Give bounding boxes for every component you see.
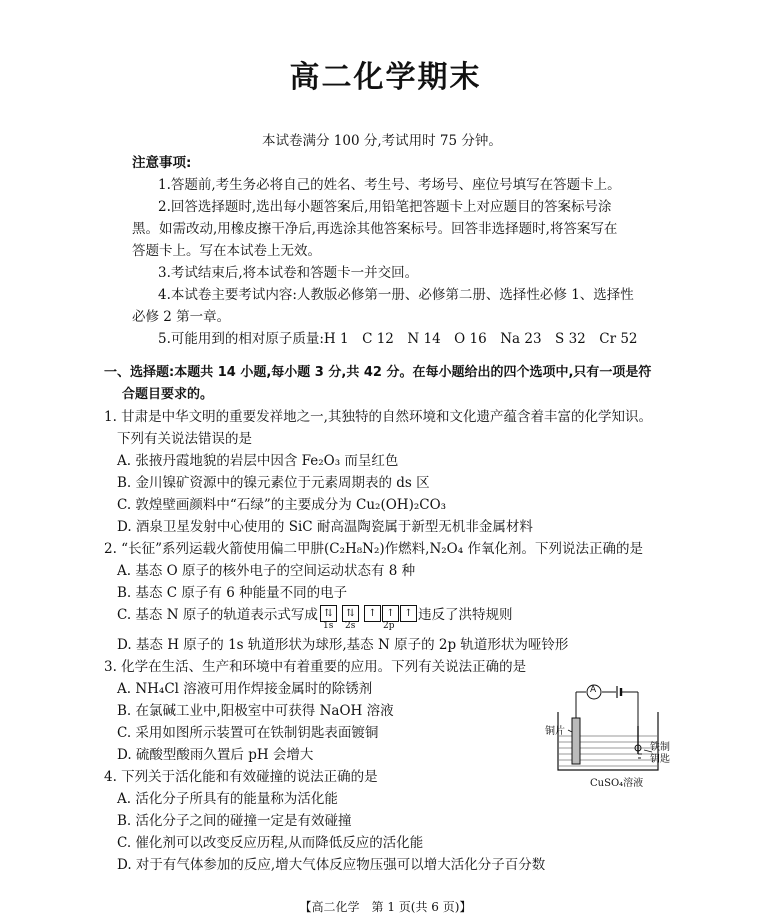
note-line: 5.可能用到的相对原子质量:H 1 C 12 N 14 O 16 Na 23 S 32 Cr 52 — [158, 331, 638, 347]
question-stem: 3. 化学在生活、生产和环境中有着重要的应用。下列有关说法正确的是 — [104, 659, 527, 675]
option-c-text: C. 基态 N 原子的轨道表示式写成 — [117, 607, 318, 623]
note-line: 3.考试结束后,将本试卷和答题卡一并交回。 — [158, 265, 419, 281]
page-footer: 【高二化学 第 1 页(共 6 页)】 — [299, 900, 472, 914]
solution-label: CuSO₄溶液 — [590, 778, 644, 789]
key-label: 铁制钥匙 — [650, 742, 670, 765]
question-stem: 1. 甘肃是中华文明的重要发祥地之一,其独特的自然环境和文化遗产蕴含着丰富的化学知识。 — [104, 409, 652, 425]
note-line: 4.本试卷主要考试内容:人教版必修第一册、必修第二册、选择性必修 1、选择性 — [158, 287, 634, 303]
page-title: 高二化学期末 — [289, 60, 482, 95]
note-line: 2.回答选择题时,选出每小题答案后,用铅笔把答题卡上对应题目的答案标号涂 — [158, 199, 612, 215]
question-stem: 2. “长征”系列运载火箭使用偏二甲肼(C₂H₈N₂)作燃料,N₂O₄ 作氧化剂。下列说法正确的是 — [104, 541, 643, 557]
option-b: B. 活化分子之间的碰撞一定是有效碰撞 — [117, 813, 352, 829]
section-heading: 一、选择题:本题共 14 小题,每小题 3 分,共 42 分。在每小题给出的四个选项中,只有一项是符 — [104, 365, 652, 380]
question-stem: 4. 下列关于活化能和有效碰撞的说法正确的是 — [104, 769, 378, 785]
copper-label: 铜片 — [545, 726, 565, 737]
option-c: C. 催化剂可以改变反应历程,从而降低反应的活化能 — [117, 835, 424, 851]
orbital-diagram — [364, 603, 418, 622]
option-c: C. 敦煌壁画颜料中“石绿”的主要成分为 Cu₂(OH)₂CO₃ — [117, 497, 447, 513]
option-c-text: 违反了洪特规则 — [418, 607, 513, 623]
option-a: A. 张掖丹霞地貌的岩层中因含 Fe₂O₃ 而呈红色 — [117, 453, 399, 469]
option-d: D. 酒泉卫星发射中心使用的 SiC 耐高温陶瓷属于新型无机非金属材料 — [117, 519, 533, 535]
question-stem: 下列有关说法错误的是 — [117, 431, 252, 447]
orbital-diagram — [320, 603, 338, 622]
orbital-diagram — [342, 603, 360, 622]
option-a: A. NH₄Cl 溶液可用作焊接金属时的除锈剂 — [117, 681, 373, 697]
note-line: 黑。如需改动,用橡皮擦干净后,再选涂其他答案标号。回答非选择题时,将答案写在 — [132, 221, 618, 237]
orbital-box-2p: ↑ — [364, 605, 381, 622]
option-b: B. 金川镍矿资源中的镍元素位于元素周期表的 ds 区 — [117, 475, 430, 491]
option-a: A. 活化分子所具有的能量称为活化能 — [117, 791, 338, 807]
notice-heading: 注意事项: — [132, 155, 192, 171]
note-line: 1.答题前,考生务必将自己的姓名、考生号、考场号、座位号填写在答题卡上。 — [158, 177, 621, 193]
option-a: A. 基态 O 原子的核外电子的空间运动状态有 8 种 — [117, 563, 416, 579]
orbital-box-2p: ↑ — [382, 605, 399, 622]
note-line: 必修 2 第一章。 — [132, 309, 231, 325]
orbital-label: 2p — [383, 621, 395, 631]
option-b: B. 基态 C 原子有 6 种能量不同的电子 — [117, 585, 348, 601]
note-line: 答题卡上。写在本试卷上无效。 — [132, 243, 321, 259]
option-d: D. 对于有气体参加的反应,增大气体反应物压强可以增大活化分子百分数 — [117, 857, 546, 873]
section-heading: 合题目要求的。 — [122, 387, 214, 402]
score-line: 本试卷满分 100 分,考试用时 75 分钟。 — [262, 133, 502, 149]
orbital-label: 2s — [345, 621, 356, 631]
copper-plate-icon — [572, 718, 580, 764]
orbital-box-2p: ↑ — [400, 605, 417, 622]
orbital-label: 1s — [323, 621, 334, 631]
option-b: B. 在氯碱工业中,阳极室中可获得 NaOH 溶液 — [117, 703, 394, 719]
orbital-box-2s: ⇅ — [342, 605, 359, 622]
ammeter-label: A — [590, 685, 597, 695]
option-d: D. 基态 H 原子的 1s 轨道形状为球形,基态 N 原子的 2p 轨道形状为哑铃形 — [117, 637, 569, 653]
option-c: C. 采用如图所示装置可在铁制钥匙表面镀铜 — [117, 725, 379, 741]
orbital-box-1s: ⇅ — [320, 605, 337, 622]
option-d: D. 硫酸型酸雨久置后 pH 会增大 — [117, 747, 314, 763]
